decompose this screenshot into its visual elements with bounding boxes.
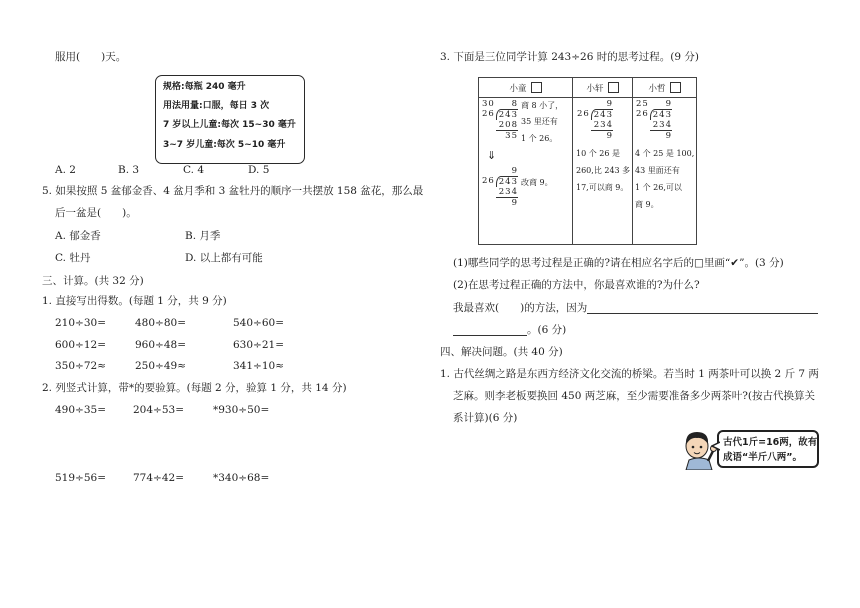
dividend: 243	[650, 109, 672, 120]
medicine-usage: 用法用量:口服，每日 3 次	[163, 101, 270, 111]
q4-tail-text: 服用( )天。	[55, 51, 127, 63]
reasoning-note: 10 个 26 是	[576, 149, 620, 158]
student-column-xiaoxuan	[573, 78, 633, 244]
q5-option-d: D. 以上都有可能	[185, 252, 263, 264]
q3-sub2: (2)在思考过程正确的方法中，你最喜欢谁的?为什么?	[453, 279, 700, 291]
problem1-line2: 芝麻。则李老板要换回 450 两芝麻，至少需要准备多少两茶叶?(按古代换算关	[453, 390, 815, 402]
medicine-dose-older: 7 岁以上儿童:每次 15~30 毫升	[163, 120, 296, 130]
answer-prompt: 我最喜欢( )的方法，因为	[453, 302, 588, 314]
answer-line-2	[453, 323, 566, 337]
divisor: 26	[482, 176, 495, 186]
product: 234	[496, 187, 518, 198]
student-column-xiaozhe	[633, 78, 696, 244]
medicine-dose-younger: 3~7 岁儿童:每次 5~10 毫升	[163, 140, 286, 150]
column-header	[479, 78, 572, 98]
part2-title: 2. 列竖式计算，带*的要验算。(每题 2 分，验算 1 分，共 14 分)	[42, 382, 347, 394]
mental-calc-item: 540÷60=	[233, 317, 284, 329]
divisor-estimate: 25	[636, 99, 649, 109]
vertical-calc-item: *340÷68=	[213, 472, 270, 484]
problem1-line1: 1. 古代丝绸之路是东西方经济文化交流的桥梁。若当时 1 两茶叶可以换 2 斤 7 两	[440, 368, 819, 380]
long-division	[577, 99, 613, 141]
mental-calc-item: 210÷30=	[55, 317, 106, 329]
medicine-label-box	[155, 75, 305, 164]
remainder: 35	[505, 131, 518, 141]
product: 208	[496, 120, 518, 131]
mental-calc-item: 250÷49≈	[135, 360, 186, 372]
vertical-calc-item: 774÷42=	[133, 472, 184, 484]
down-arrow-icon: ⇓	[487, 149, 497, 162]
check-box	[531, 82, 542, 93]
dividend: 243	[591, 109, 613, 120]
reasoning-note: 17,可以商 9。	[576, 183, 629, 192]
dividend: 243	[496, 176, 518, 187]
reasoning-note: 1 个 26。	[521, 134, 558, 143]
q5-option-c: C. 牡丹	[55, 252, 91, 264]
student-name: 小童	[509, 83, 527, 94]
vertical-calc-item: 490÷35=	[55, 404, 106, 416]
answer-score: 。(6 分)	[527, 324, 567, 336]
mental-calc-item: 341÷10≈	[233, 360, 284, 372]
reasoning-note: 35 里还有	[521, 117, 558, 126]
student-column-xiaotong	[479, 78, 573, 244]
divisor-estimate: 30	[482, 99, 495, 109]
q3-sub1: (1)哪些同学的思考过程是正确的?请在相应名字后的□里画“✔”。(3 分)	[453, 257, 784, 269]
q4-option-c: C. 4	[183, 164, 205, 176]
quotient: 8	[511, 99, 518, 109]
vertical-calc-item: *930÷50=	[213, 404, 270, 416]
student-name: 小轩	[586, 83, 604, 94]
reasoning-note: 商 8 小了，	[521, 101, 564, 110]
dividend: 243	[496, 109, 518, 120]
part1-title: 1. 直接写出得数。(每题 1 分，共 9 分)	[42, 295, 227, 307]
divisor: 26	[482, 109, 495, 119]
reasoning-note: 260,比 243 多	[576, 166, 631, 175]
answer-blank	[587, 301, 818, 314]
check-box	[670, 82, 681, 93]
product: 234	[650, 120, 672, 131]
long-division	[482, 99, 518, 141]
quotient: 9	[665, 99, 672, 109]
remainder: 9	[606, 131, 613, 141]
tip-line2: 成语“半斤八两”。	[723, 452, 802, 463]
remainder: 9	[665, 131, 672, 141]
vertical-calc-item: 204÷53=	[133, 404, 184, 416]
column-header	[633, 78, 696, 98]
speech-bubble-tail	[711, 441, 720, 451]
answer-line-1	[453, 301, 818, 315]
divisor: 26	[577, 109, 590, 119]
long-division	[636, 99, 672, 141]
remainder: 9	[511, 198, 518, 208]
reasoning-note: 商 9。	[635, 200, 659, 209]
check-box	[608, 82, 619, 93]
q4-option-a: A. 2	[55, 164, 76, 176]
answer-blank	[453, 323, 527, 336]
q5-option-a: A. 郁金香	[55, 230, 101, 242]
quotient: 9	[511, 166, 518, 176]
mental-calc-item: 630÷21=	[233, 339, 284, 351]
reasoning-note: 1 个 26,可以	[635, 183, 682, 192]
mental-calc-item: 600÷12=	[55, 339, 106, 351]
quotient: 9	[606, 99, 613, 109]
q5-question-line1: 5. 如果按照 5 盆郁金香、4 盆月季和 3 盆牡丹的顺序一共摆放 158 盆花，那么最	[42, 185, 424, 197]
problem1-line3: 系计算)(6 分)	[453, 412, 518, 424]
q3-title: 3. 下面是三位同学计算 243÷26 时的思考过程。(9 分)	[440, 51, 699, 63]
medicine-spec: 规格:每瓶 240 毫升	[163, 82, 246, 92]
mental-calc-item: 960÷48=	[135, 339, 186, 351]
mental-calc-item: 350÷72≈	[55, 360, 106, 372]
q5-option-b: B. 月季	[185, 230, 221, 242]
vertical-calc-item: 519÷56=	[55, 472, 106, 484]
section3-title: 三、计算。(共 32 分)	[42, 275, 144, 287]
tip-speech-bubble	[717, 430, 819, 468]
divisor: 26	[636, 109, 649, 119]
tip-line1: 古代1斤=16两，故有	[723, 437, 818, 448]
column-header	[573, 78, 632, 98]
q4-option-d: D. 5	[248, 164, 270, 176]
thinking-process-table	[478, 77, 697, 245]
student-name: 小哲	[648, 83, 666, 94]
q5-question-line2: 后一盆是( )。	[55, 207, 137, 219]
q4-option-b: B. 3	[118, 164, 140, 176]
reasoning-note: 4 个 25 是 100,	[635, 149, 695, 158]
product: 234	[591, 120, 613, 131]
reasoning-note: 改商 9。	[521, 178, 553, 187]
section4-title: 四、解决问题。(共 40 分)	[440, 346, 563, 358]
long-division	[482, 166, 518, 208]
mental-calc-item: 480÷80=	[135, 317, 186, 329]
reasoning-note: 43 里面还有	[635, 166, 680, 175]
